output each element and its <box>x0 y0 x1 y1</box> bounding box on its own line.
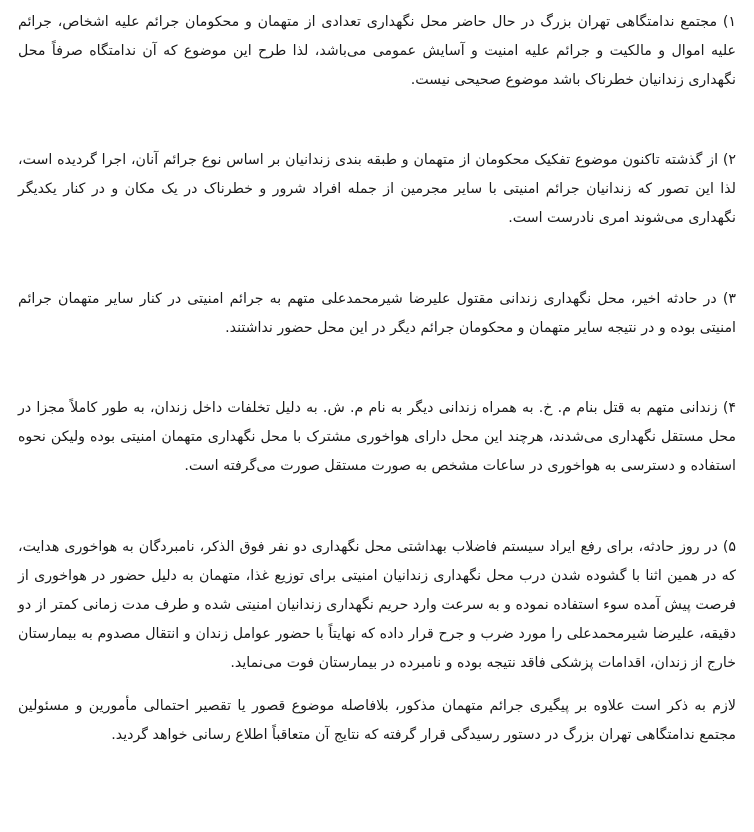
paragraph-2: ۲) از گذشته تاکنون موضوع تفکیک محکومان از متهمان و طبقه بندی زندانیان بر اساس نوع جرائم آنان، اجرا گردیده است، لذا این تصور که زندانیان جرائم امنیتی با سایر مجرمین از جمله افراد شرور و خطرناک در یک مکان و در کنار یکدیگر نگهداری می‌شوند امری نادرست است. <box>18 152 736 226</box>
paragraph-4: ۴) زندانی متهم به قتل بنام م. خ. به همراه زندانی دیگر به نام م. ش. به دلیل تخلفات داخل زندان، به طور کاملاً مجزا در محل مستقل نگهداری می‌شدند، هرچند این محل دارای هواخوری مشترک با محل نگهداری متهمان امنیتی بوده ولیکن نحوه استفاده و دسترسی به هواخوری در ساعات مشخص به صورت مستقل صورت می‌گرفته است. <box>18 400 736 474</box>
paragraph-1: ۱) مجتمع ندامتگاهی تهران بزرگ در حال حاضر محل نگهداری تعدادی از متهمان و محکومان جرائم علیه اشخاص، جرائم علیه اموال و مالکیت و جرائم علیه امنیت و آسایش عمومی می‌باشد، لذا طرح این موضوع که آن ندامتگاه صرفاً محل نگهداری زندانیان خطرناک باشد موضوع صحیحی نیست. <box>18 14 736 88</box>
paragraph-3: ۳) در حادثه اخیر، محل نگهداری زندانی مقتول علیرضا شیرمحمدعلی متهم به جرائم امنیتی در کنار سایر متهمان جرائم امنیتی بوده و در نتیجه سایر متهمان و محکومان جرائم دیگر در این محل حضور نداشتند. <box>18 291 736 336</box>
closing-paragraph: لازم به ذکر است علاوه بر پیگیری جرائم متهمان مذکور، بلافاصله موضوع قصور یا تقصیر احتمالی مأمورین و مسئولین مجتمع ندامتگاهی تهران بزرگ در دستور رسیدگی قرار گرفته که نتایج آن متعاقباً اطلاع رسانی خواهد گردید. <box>18 698 736 743</box>
paragraph-5: ۵) در روز حادثه، برای رفع ایراد سیستم فاضلاب بهداشتی محل نگهداری دو نفر فوق الذکر، نامبردگان به هواخوری هدایت، که در همین اثنا با گشوده شدن درب محل نگهداری زندانیان امنیتی برای توزیع غذا، متهمان به دلیل حضور در هواخوری از فرصت پیش آمده سوء استفاده نموده و به سرعت وارد حریم نگهداری زندانیان امنیتی شده و طرف مدت زمانی کمتر از دو دقیقه، علیرضا شیرمحمدعلی را مورد ضرب و جرح قرار داده که نهایتاً با حضور عوامل زندان و انتقال مصدوم به بیمارستان خارج از زندان، اقدامات پزشکی فاقد نتیجه بوده و نامبرده در بیمارستان فوت می‌نماید. <box>18 539 736 671</box>
